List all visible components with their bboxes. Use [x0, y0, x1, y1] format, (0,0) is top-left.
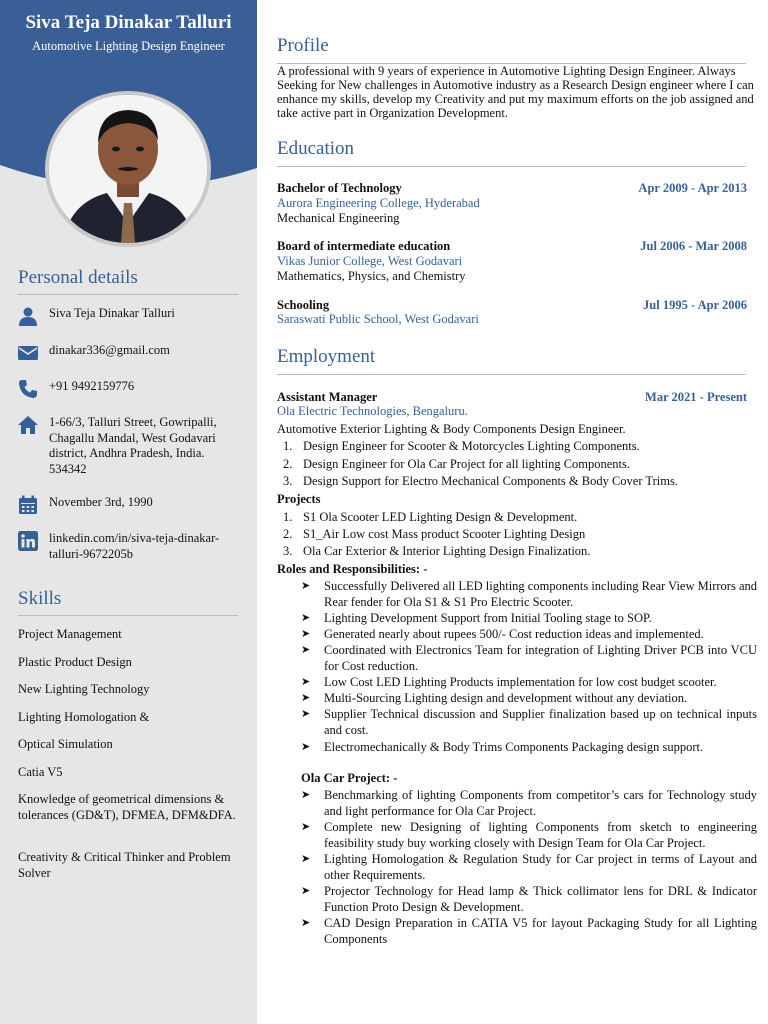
education-school: Saraswati Public School, West Godavari: [277, 312, 479, 326]
role-bullet: [301, 642, 757, 674]
personal-email[interactable]: dinakar336@gmail.com: [49, 343, 170, 357]
home-icon: [18, 415, 38, 435]
skill-item: Lighting Homologation &: [18, 710, 150, 724]
personal-phone[interactable]: +91 9492159776: [49, 379, 135, 393]
project-text: S1 Ola Scooter LED Lighting Design & Development.: [303, 510, 578, 524]
duty-text: Design Support for Electro Mechanical Components & Body Cover Trims.: [303, 474, 678, 488]
role-bullet: [301, 739, 757, 755]
skill-item: Plastic Product Design: [18, 655, 132, 669]
skill-item: Optical Simulation: [18, 737, 113, 751]
duty-item: [283, 474, 753, 489]
role-text: Low Cost LED Lighting Products implementation for low cost budget scooter.: [324, 675, 717, 689]
role-bullet: [301, 706, 757, 738]
education-date: Jul 1995 - Apr 2006: [643, 298, 747, 312]
arrow-bullet-icon: ➤: [301, 644, 311, 656]
arrow-bullet-icon: ➤: [301, 853, 311, 865]
role-text: Generated nearly about rupees 500/- Cost reduction ideas and implemented.: [324, 627, 704, 641]
education-school: Aurora Engineering College, Hyderabad: [277, 196, 480, 210]
role-text: Electromechanically & Body Trims Components Packaging design support.: [324, 740, 704, 754]
project-number: 3.: [283, 544, 293, 558]
duty-item: [283, 457, 753, 472]
skills-heading: Skills: [18, 588, 62, 609]
employment-divider: [277, 374, 746, 375]
education-heading: Education: [277, 138, 355, 159]
car-project-text: Lighting Homologation & Regulation Study for Car project in terms of Layout and other Requirements.: [324, 852, 757, 882]
skill-item: Creativity & Critical Thinker and Problem Solver: [18, 850, 231, 880]
personal-birthdate: November 3rd, 1990: [49, 495, 153, 509]
employment-summary: Automotive Exterior Lighting & Body Components Design Engineer.: [277, 422, 626, 436]
employment-date: Mar 2021 - Present: [645, 390, 747, 404]
arrow-bullet-icon: ➤: [301, 821, 311, 833]
arrow-bullet-icon: ➤: [301, 741, 311, 753]
role-text: Successfully Delivered all LED lighting components including Rear View Mirrors and Rear fender for Ola S1 & S1 Pro Electric Scooter.: [324, 579, 757, 609]
projects-label: Projects: [277, 492, 321, 506]
skill-item: Knowledge of geometrical dimensions & tolerances (GD&T), DFMEA, DFM&DFA.: [18, 792, 236, 822]
profile-summary: A professional with 9 years of experience in Automotive Lighting Design Engineer. Always Seeking for New challenges in Automotive industry as a Research Design engineer where I can enhance my skills, develop my Creativity and put my maximum efforts on the job assigned and take active part in Organization Development.: [277, 64, 754, 120]
project-text: Ola Car Exterior & Interior Lighting Design Finalization.: [303, 544, 591, 558]
project-number: 2.: [283, 527, 293, 541]
skills-divider: [18, 615, 238, 616]
linkedin-icon: [18, 531, 38, 551]
arrow-bullet-icon: ➤: [301, 917, 311, 929]
role-bullet: [301, 690, 757, 706]
arrow-bullet-icon: ➤: [301, 708, 311, 720]
duty-number: 2.: [283, 457, 293, 471]
duty-number: 3.: [283, 474, 293, 488]
person-icon: [18, 306, 38, 326]
project-item: [283, 527, 753, 542]
personal-name: Siva Teja Dinakar Talluri: [49, 306, 175, 320]
employment-heading: Employment: [277, 346, 376, 367]
project-number: 1.: [283, 510, 293, 524]
car-project-text: Projector Technology for Head lamp & Thick collimator lens for DRL & Indicator Function Proto Design & Development.: [324, 884, 757, 914]
duty-text: Design Engineer for Scooter & Motorcycles Lighting Components.: [303, 439, 640, 453]
employment-role: Assistant Manager: [277, 390, 378, 404]
personal-address: 1-66/3, Talluri Street, Gowripalli, Chagallu Mandal, West Godavari district, Andhra Pradesh, India. 534342: [49, 415, 217, 476]
role-text: Coordinated with Electronics Team for integration of Lighting Driver PCB into VCU for Cost reduction.: [324, 643, 757, 673]
education-degree: Board of intermediate education: [277, 239, 451, 253]
education-detail: Mathematics, Physics, and Chemistry: [277, 269, 466, 283]
arrow-bullet-icon: ➤: [301, 580, 311, 592]
role-bullet: [301, 674, 757, 690]
car-project-bullet: [301, 851, 757, 883]
arrow-bullet-icon: ➤: [301, 612, 311, 624]
personal-details-divider: [18, 294, 238, 295]
personal-linkedin[interactable]: linkedin.com/in/siva-teja-dinakar-talluri-9672205b: [49, 531, 220, 561]
duty-text: Design Engineer for Ola Car Project for all lighting Components.: [303, 457, 631, 471]
education-degree: Schooling: [277, 298, 330, 312]
arrow-bullet-icon: ➤: [301, 676, 311, 688]
project-item: [283, 510, 753, 525]
sidebar: [0, 0, 257, 1024]
car-project-bullet: [301, 819, 757, 851]
profile-heading: Profile: [277, 35, 329, 56]
role-bullet: [301, 610, 757, 626]
envelope-icon: [18, 343, 38, 363]
car-project-bullet: [301, 915, 757, 947]
skill-item: New Lighting Technology: [18, 682, 150, 696]
duty-number: 1.: [283, 439, 293, 453]
car-project-text: CAD Design Preparation in CATIA V5 for layout Packaging Study for all Lighting Components: [324, 916, 757, 946]
project-text: S1_Air Low cost Mass product Scooter Lighting Design: [303, 527, 586, 541]
role-text: Supplier Technical discussion and Supplier finalization based up on technical inputs and cost.: [324, 707, 757, 737]
education-school: Vikas Junior College, West Godavari: [277, 254, 463, 268]
project-item: [283, 544, 753, 559]
roles-label: Roles and Responsibilities: -: [277, 562, 428, 576]
duty-item: [283, 439, 753, 454]
education-degree: Bachelor of Technology: [277, 181, 402, 195]
skill-item: Catia V5: [18, 765, 63, 779]
role-text: Multi-Sourcing Lighting design and development without any deviation.: [324, 691, 688, 705]
phone-icon: [18, 379, 38, 399]
ola-car-project-label: Ola Car Project: -: [301, 771, 398, 785]
role-bullet: [301, 578, 757, 610]
education-date: Jul 2006 - Mar 2008: [640, 239, 747, 253]
education-date: Apr 2009 - Apr 2013: [638, 181, 747, 195]
car-project-bullet: [301, 883, 757, 915]
arrow-bullet-icon: ➤: [301, 789, 311, 801]
candidate-title: Automotive Lighting Design Engineer: [32, 39, 225, 53]
calendar-icon: [18, 495, 38, 515]
education-detail: Mechanical Engineering: [277, 211, 400, 225]
car-project-text: Benchmarking of lighting Components from competitor’s cars for Technology study and light performance for Ola Car Project.: [324, 788, 757, 818]
role-text: Lighting Development Support from Initial Tooling stage to SOP.: [324, 611, 652, 625]
employment-company: Ola Electric Technologies, Bengaluru.: [277, 404, 468, 418]
arrow-bullet-icon: ➤: [301, 885, 311, 897]
skill-item: Project Management: [18, 627, 122, 641]
car-project-bullet: [301, 787, 757, 819]
profile-photo: [45, 91, 211, 247]
arrow-bullet-icon: ➤: [301, 692, 311, 704]
education-divider: [277, 166, 746, 167]
arrow-bullet-icon: ➤: [301, 628, 311, 640]
candidate-name: Siva Teja Dinakar Talluri: [25, 12, 232, 33]
car-project-text: Complete new Designing of lighting Components from sketch to engineering feasibility study buy working closely with Design Team for Ola Car Project.: [324, 820, 757, 850]
personal-details-heading: Personal details: [18, 267, 138, 288]
role-bullet: [301, 626, 757, 642]
